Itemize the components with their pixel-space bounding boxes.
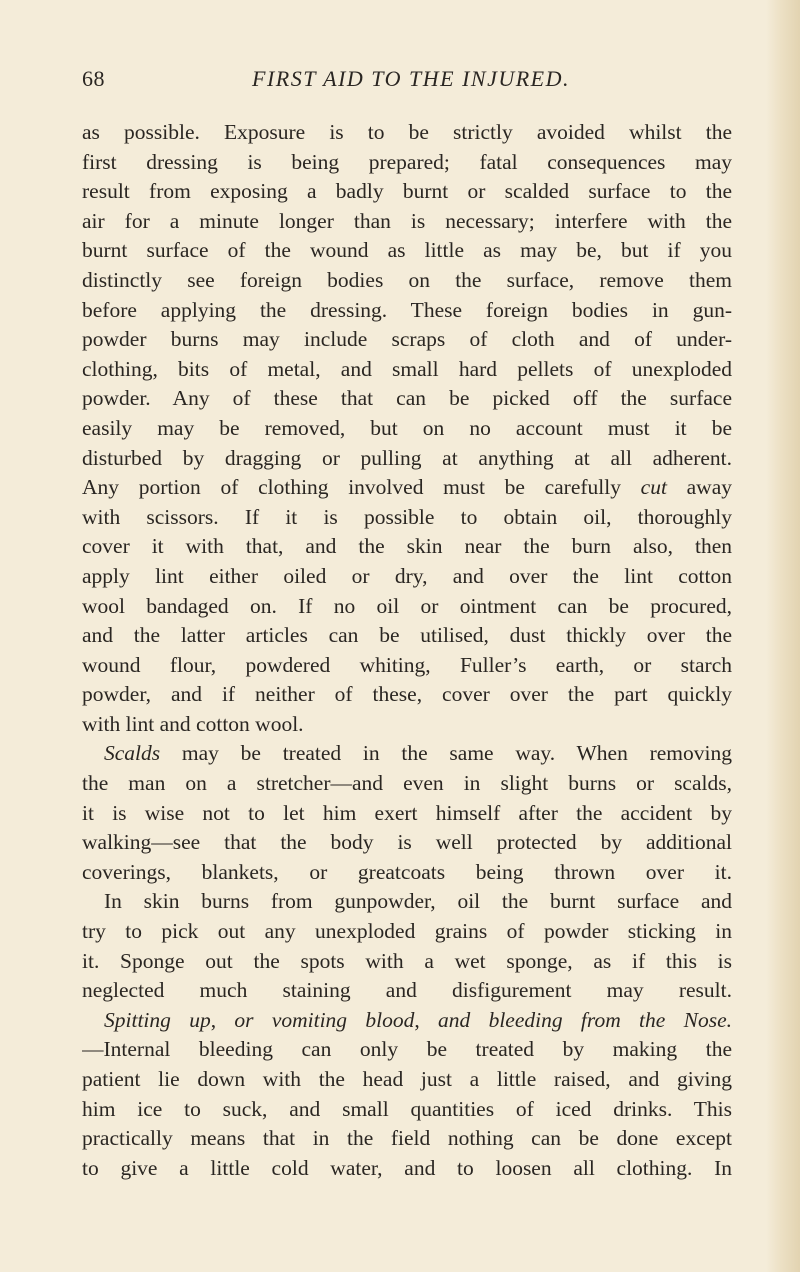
- running-title: FIRST AID TO THE INJURED.: [252, 66, 570, 91]
- text-line: air for a minute longer than is necessary; interfere with the: [82, 208, 732, 233]
- text-line: to give a little cold water, and to loosen all clothing. In: [82, 1155, 732, 1180]
- text-line: clothing, bits of metal, and small hard pellets of unexploded: [82, 356, 732, 381]
- text-line: walking—see that the body is well protected by additional: [82, 830, 732, 855]
- text-line: In skin burns from gunpowder, oil the burnt surface and: [104, 889, 732, 914]
- page-edge-shadow: [766, 0, 800, 1272]
- body-text: [82, 118, 732, 1183]
- text-line: wool bandaged on. If no oil or ointment can be procured,: [82, 593, 732, 618]
- text-line: him ice to suck, and small quantities of iced drinks. This: [82, 1096, 732, 1121]
- text-line: Scalds may be treated in the same way. When removing: [104, 741, 732, 766]
- text-line: wound flour, powdered whiting, Fuller’s earth, or starch: [82, 652, 732, 677]
- text-line: —Internal bleeding can only be treated by making the: [82, 1037, 732, 1062]
- text-line: it. Sponge out the spots with a wet sponge, as if this is: [82, 948, 732, 973]
- text-line: powder burns may include scraps of cloth and of under-: [82, 327, 732, 352]
- text-line: practically means that in the field nothing can be done except: [82, 1126, 732, 1151]
- text-line: neglected much staining and disfigurement may result.: [82, 978, 732, 1003]
- text-line: try to pick out any unexploded grains of powder sticking in: [82, 919, 732, 944]
- text-line: apply lint either oiled or dry, and over the lint cotton: [82, 563, 732, 588]
- text-line: disturbed by dragging or pulling at anything at all adherent.: [82, 445, 732, 470]
- text-line: coverings, blankets, or greatcoats being thrown over it.: [82, 859, 732, 884]
- text-line: powder. Any of these that can be picked off the surface: [82, 386, 732, 411]
- page-number: 68: [82, 66, 105, 91]
- text-line: patient lie down with the head just a little raised, and giving: [82, 1067, 732, 1091]
- running-head: [82, 66, 732, 100]
- text-line: powder, and if neither of these, cover over the part quickly: [82, 682, 732, 707]
- text-line: cover it with that, and the skin near the burn also, then: [82, 534, 732, 559]
- text-line: before applying the dressing. These foreign bodies in gun-: [82, 297, 732, 322]
- text-line: burnt surface of the wound as little as may be, but if you: [82, 238, 732, 263]
- text-line: easily may be removed, but on no account must it be: [82, 415, 732, 440]
- text-line: first dressing is being prepared; fatal consequences may: [82, 149, 732, 174]
- text-line: Spitting up, or vomiting blood, and bleeding from the Nose.: [104, 1007, 732, 1032]
- text-line: the man on a stretcher—and even in slight burns or scalds,: [82, 771, 732, 796]
- text-line: with scissors. If it is possible to obtain oil, thoroughly: [82, 504, 732, 529]
- text-line: with lint and cotton wool.: [82, 711, 304, 736]
- text-line: result from exposing a badly burnt or scalded surface to the: [82, 179, 732, 204]
- text-line: as possible. Exposure is to be strictly avoided whilst the: [82, 120, 732, 144]
- text-line: it is wise not to let him exert himself after the accident by: [82, 800, 732, 825]
- text-line: distinctly see foreign bodies on the surface, remove them: [82, 267, 732, 292]
- text-line: and the latter articles can be utilised, dust thickly over the: [82, 623, 732, 648]
- text-line: Any portion of clothing involved must be carefully cut away: [82, 475, 732, 500]
